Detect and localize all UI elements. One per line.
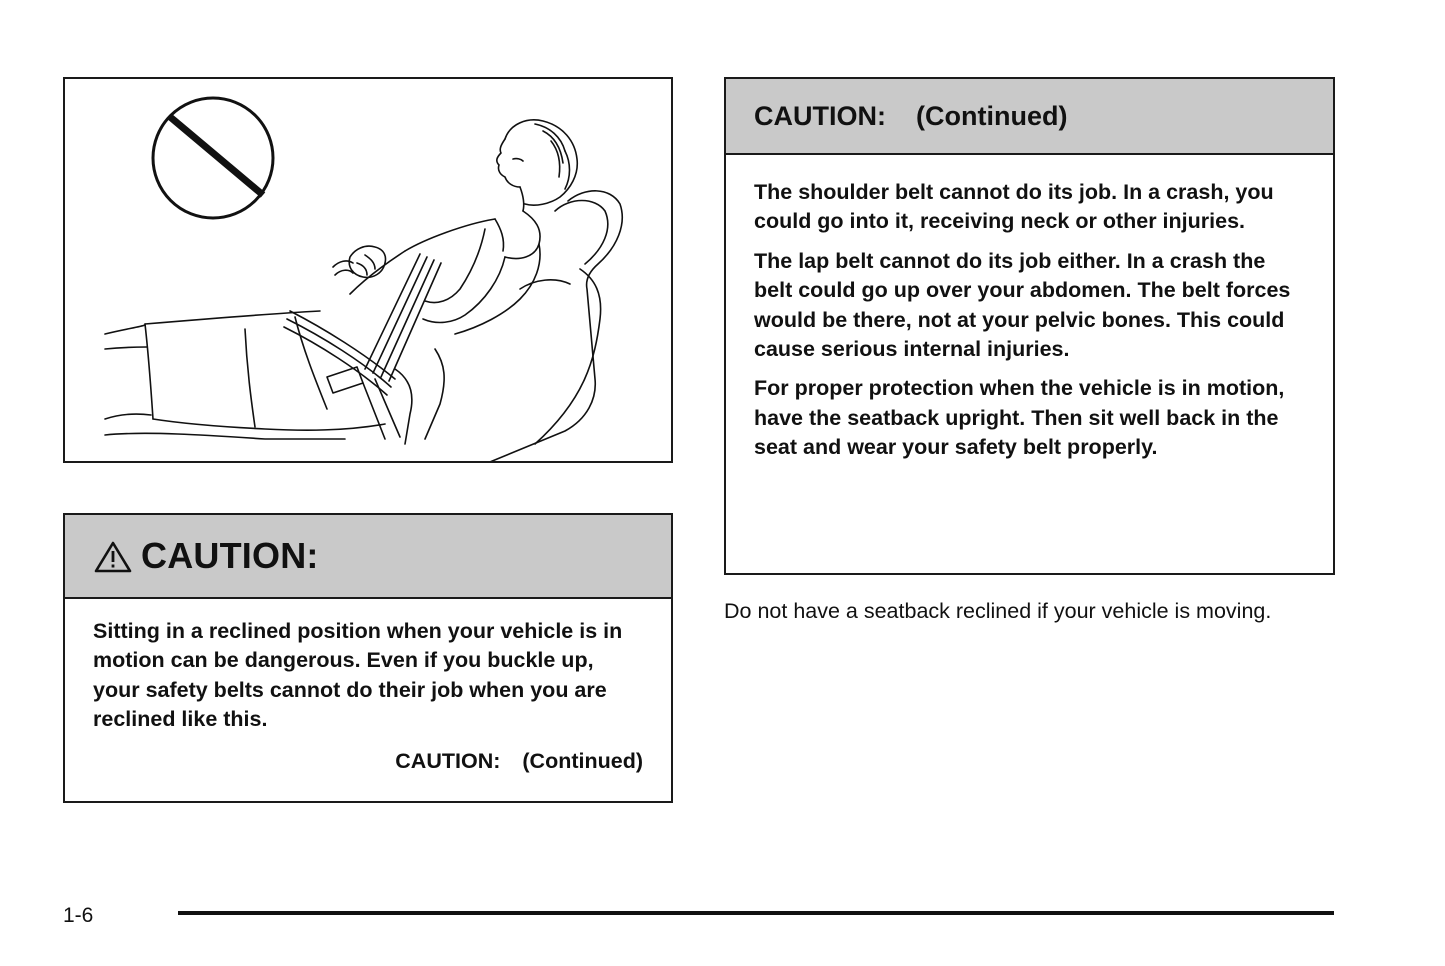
no-symbol-icon [153,98,273,218]
caution-heading: CAUTION: [141,535,319,576]
continued-label: CAUTION: [395,748,501,773]
caution-continued-suffix: (Continued) [915,100,1068,131]
footer-rule [178,911,1334,915]
caution-paragraph-shoulder-belt: The shoulder belt cannot do its job. In a crash, you could go into it, receiving neck or other injuries. [754,180,1274,234]
caution-box-reclined [63,513,673,803]
page-number: 1-6 [63,904,94,927]
caution-header [65,515,671,599]
caution-body [65,599,671,776]
continued-suffix: (Continued) [522,748,643,773]
continued-marker [93,747,643,776]
warning-triangle-icon [93,540,133,574]
caution-continued-header [726,79,1333,155]
reclined-occupant-illustration [63,77,673,463]
caution-continued-heading: CAUTION: [754,100,886,131]
caution-paragraph-proper-protection: For proper protection when the vehicle is in motion, have the seatback upright. Then sit well back in the seat and wear your safety belt properly. [754,376,1285,460]
caution-continued-body [726,155,1333,463]
seatback-note: Do not have a seatback reclined if your vehicle is moving. [724,599,1272,623]
caution-paragraph: Sitting in a reclined position when your vehicle is in motion can be dangerous. Even if you buckle up, your safety belts cannot do their job when you are reclined like this. [93,619,623,732]
caution-box-continued [724,77,1335,575]
caution-paragraph-lap-belt: The lap belt cannot do its job either. In a crash the belt could go up over your abdomen. The belt forces would be there, not at your pelvic bones. This could cause serious internal injuries. [754,248,1291,362]
reclined-occupant-drawing [65,79,671,461]
